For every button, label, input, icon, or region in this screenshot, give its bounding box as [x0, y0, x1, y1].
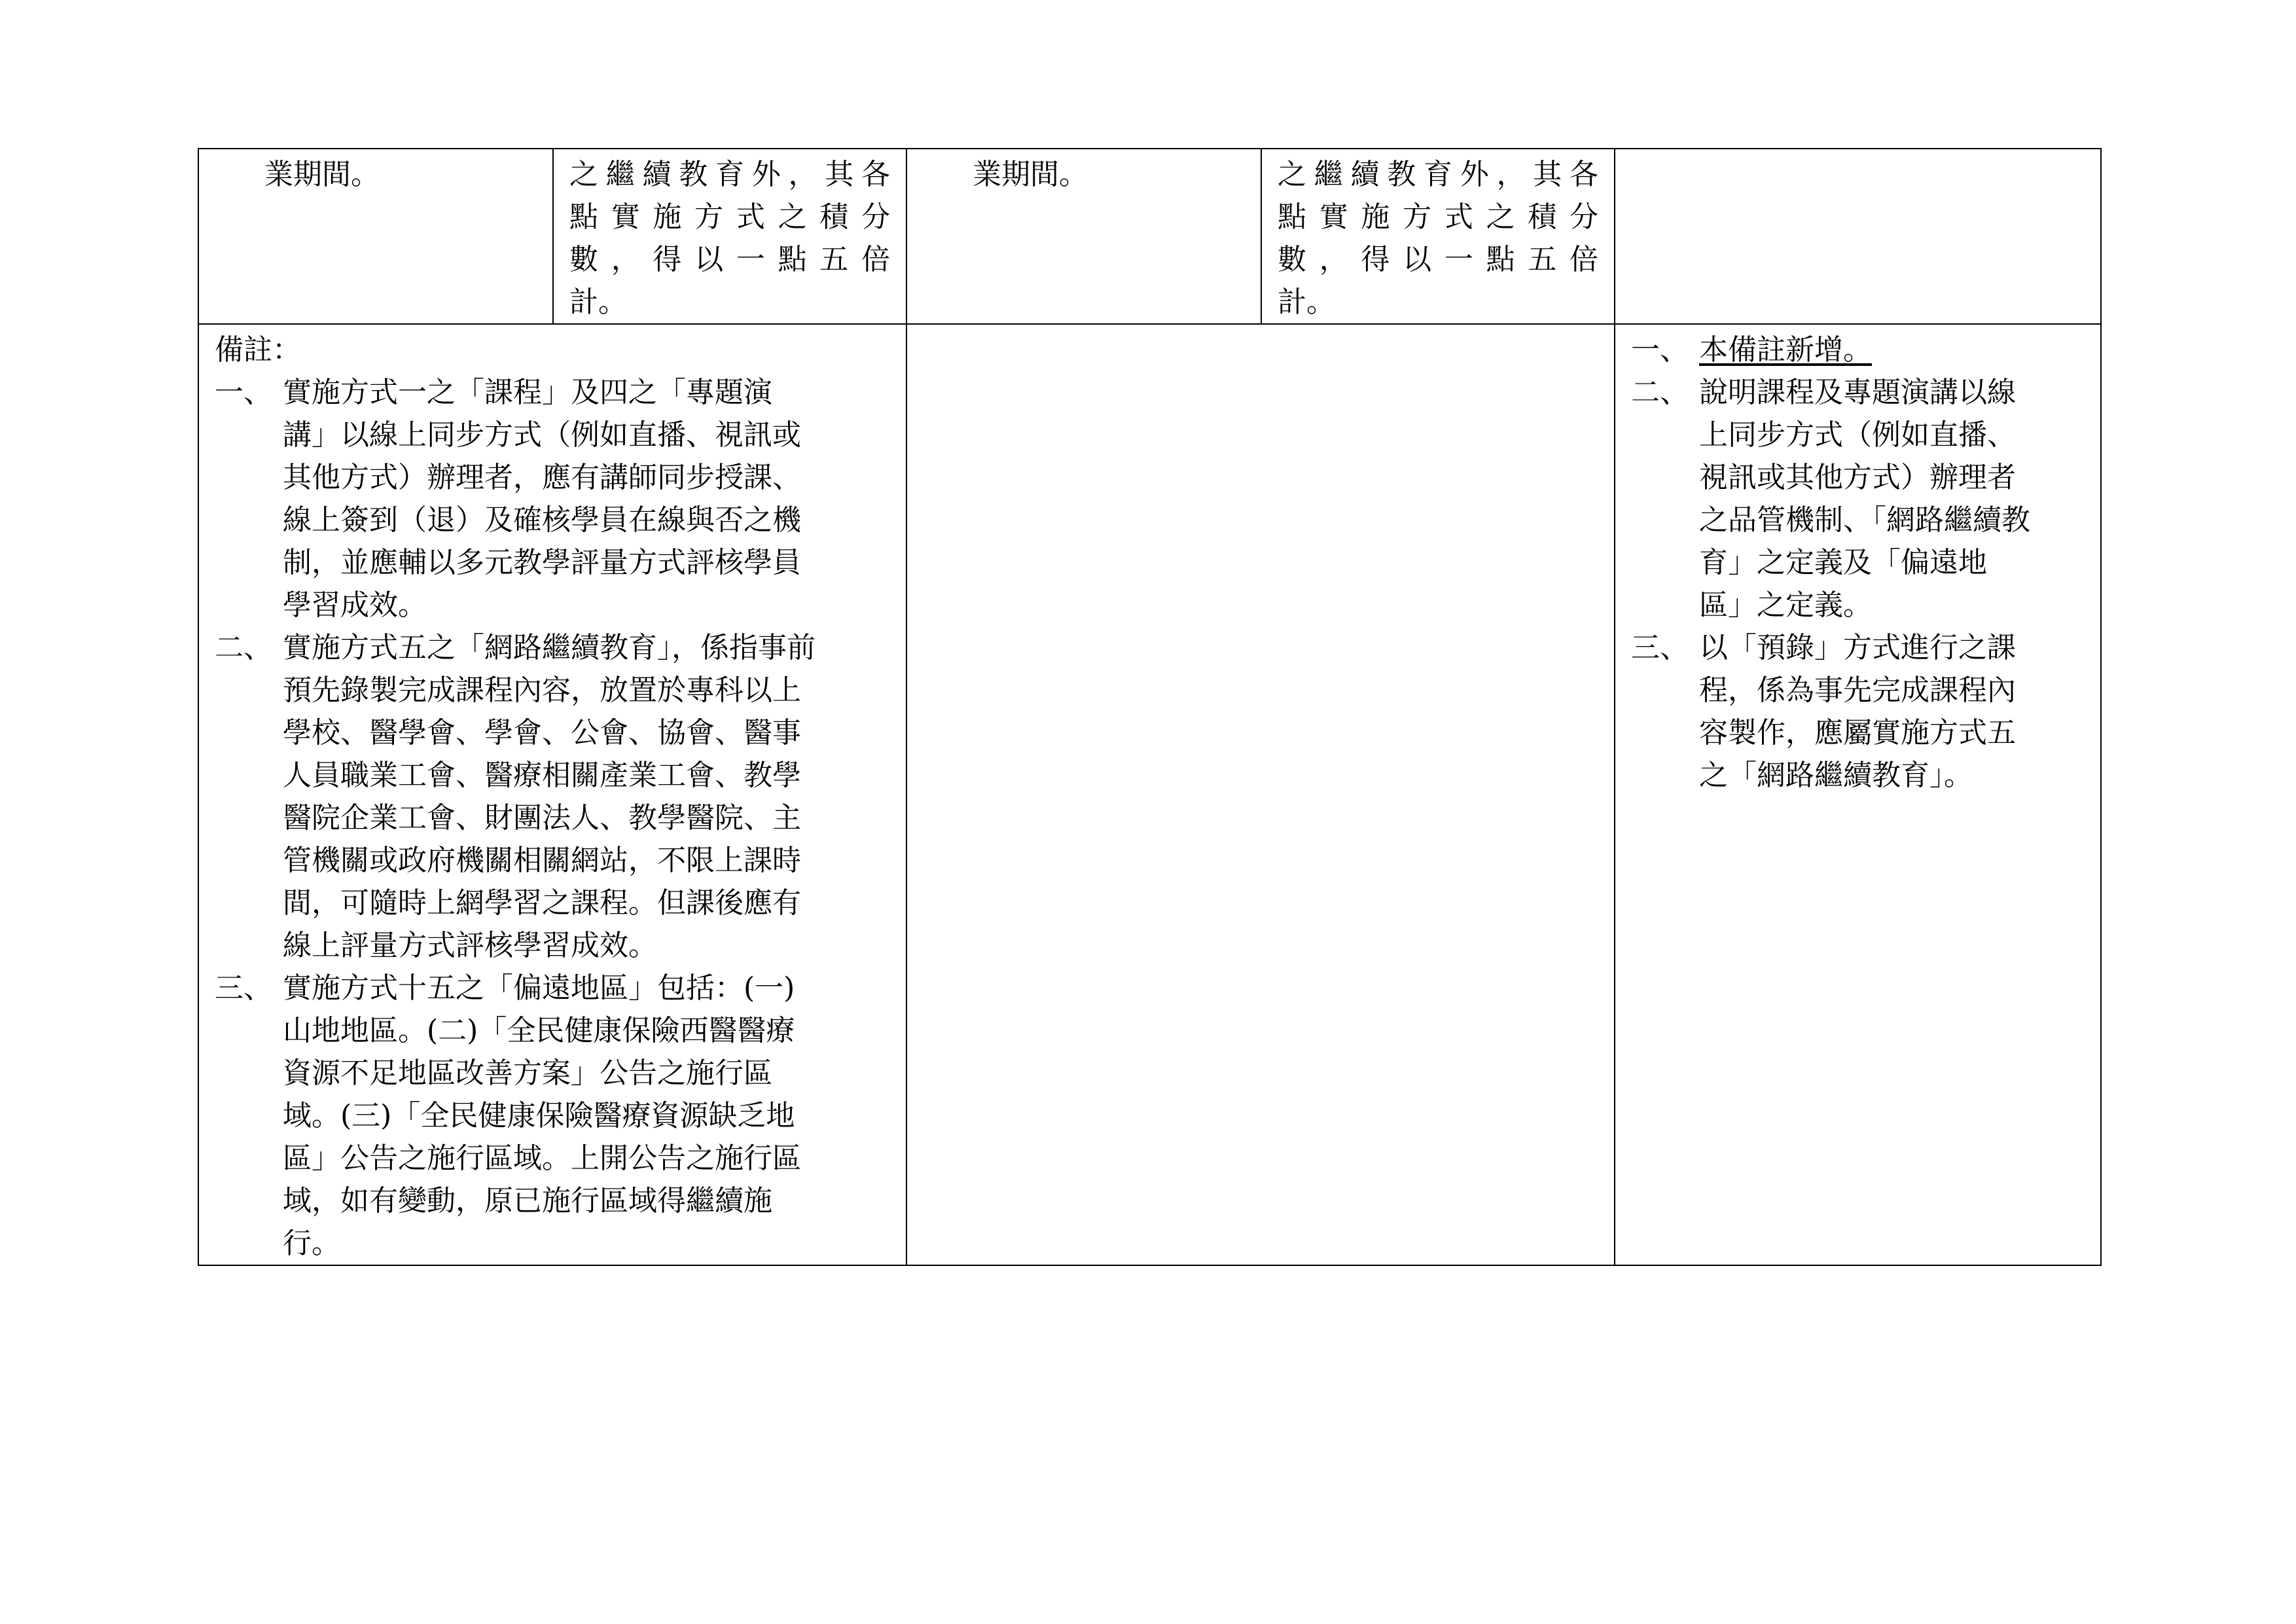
- note-line: 其他方式）辦理者，應有講師同步授課、: [283, 461, 801, 494]
- blank-middle-cell: [906, 324, 1615, 1265]
- table-row: [198, 324, 2101, 1265]
- note-line: 行。: [283, 1227, 340, 1260]
- note-line: 學校、醫學會、學會、公會、協會、醫事: [283, 716, 801, 749]
- note-line: 學習成效。: [283, 588, 427, 622]
- explanation-number: 二、: [1631, 376, 1689, 409]
- explanation-number: 一、: [1631, 333, 1689, 367]
- note-item: [215, 626, 890, 967]
- explanation-item: [1631, 626, 2085, 797]
- note-number: 三、: [215, 971, 272, 1005]
- cell-r1-c2: [553, 149, 906, 324]
- cell-line: 數，得以一點五倍: [569, 243, 890, 276]
- cell-text: 業期間。: [264, 158, 380, 191]
- note-line: 人員職業工會、醫療相關產業工會、教學: [283, 759, 801, 792]
- cell-line: 計。: [1278, 285, 1335, 319]
- note-line: 線上評量方式評核學習成效。: [283, 929, 657, 962]
- note-line: 制，並應輔以多元教學評量方式評核學員: [283, 546, 801, 579]
- notes-title: 備註：: [215, 333, 301, 367]
- note-line: 實施方式十五之「偏遠地區」包括：(一): [283, 971, 795, 1005]
- cell-line: 之繼續教育外，其各: [1278, 158, 1598, 191]
- note-line: 預先錄製完成課程內容，放置於專科以上: [283, 674, 801, 707]
- explanation-cell: [1615, 324, 2101, 1265]
- note-line: 域，如有變動，原已施行區域得繼續施: [283, 1184, 772, 1218]
- explanation-number: 三、: [1631, 631, 1689, 664]
- note-number: 一、: [215, 376, 272, 409]
- note-number: 二、: [215, 631, 272, 664]
- note-line: 醫院企業工會、財團法人、教學醫院、主: [283, 801, 801, 835]
- explanation-line: 說明課程及專題演講以線: [1699, 376, 2016, 409]
- cell-line: 數，得以一點五倍: [1278, 243, 1598, 276]
- cell-line: 點實施方式之積分: [569, 200, 890, 234]
- note-line: 管機關或政府機關相關網站，不限上課時: [283, 844, 801, 877]
- note-line: 區」公告之施行區域。上開公告之施行區: [283, 1142, 801, 1175]
- cell-text: 業期間。: [973, 158, 1088, 191]
- note-line: 間，可隨時上網學習之課程。但課後應有: [283, 886, 801, 920]
- explanation-line: 以「預錄」方式進行之課: [1699, 631, 2016, 664]
- explanation-line: 之品管機制、「網路繼續教: [1699, 503, 2030, 537]
- cell-r1-c4: [1261, 149, 1615, 324]
- cell-r1-c1: [198, 149, 553, 324]
- explanation-item: [1631, 329, 2085, 371]
- cell-line: 計。: [569, 285, 627, 319]
- explanation-line: 容製作，應屬實施方式五: [1699, 716, 2016, 749]
- explanation-line: 上同步方式（例如直播、: [1699, 418, 2016, 452]
- comparison-table: [198, 148, 2102, 1266]
- table-row: [198, 149, 2101, 324]
- note-line: 線上簽到（退）及確核學員在線與否之機: [283, 503, 801, 537]
- notes-cell: [198, 324, 906, 1265]
- explanation-line: 視訊或其他方式）辦理者: [1699, 461, 2016, 494]
- cell-r1-c5: [1615, 149, 2101, 324]
- explanation-line: 程，係為事先完成課程內: [1699, 674, 2016, 707]
- note-line: 實施方式五之「網路繼續教育」，係指事前: [283, 631, 816, 664]
- note-item: [215, 371, 890, 626]
- explanation-line: 本備註新增。: [1699, 333, 1872, 367]
- cell-r1-c3: [906, 149, 1261, 324]
- explanation-item: [1631, 371, 2085, 626]
- note-line: 資源不足地區改善方案」公告之施行區: [283, 1056, 772, 1090]
- note-line: 實施方式一之「課程」及四之「專題演: [283, 376, 772, 409]
- note-line: 山地地區。(二)「全民健康保險西醫醫療: [283, 1014, 795, 1047]
- explanation-line: 育」之定義及「偏遠地: [1699, 546, 1987, 579]
- note-line: 域。(三)「全民健康保險醫療資源缺乏地: [283, 1099, 795, 1132]
- cell-line: 之繼續教育外，其各: [569, 158, 890, 191]
- explanation-line: 區」之定義。: [1699, 588, 1872, 622]
- note-line: 講」以線上同步方式（例如直播、視訊或: [283, 418, 801, 452]
- cell-line: 點實施方式之積分: [1278, 200, 1598, 234]
- explanation-line: 之「網路繼續教育」。: [1699, 759, 1973, 792]
- note-item: [215, 967, 890, 1265]
